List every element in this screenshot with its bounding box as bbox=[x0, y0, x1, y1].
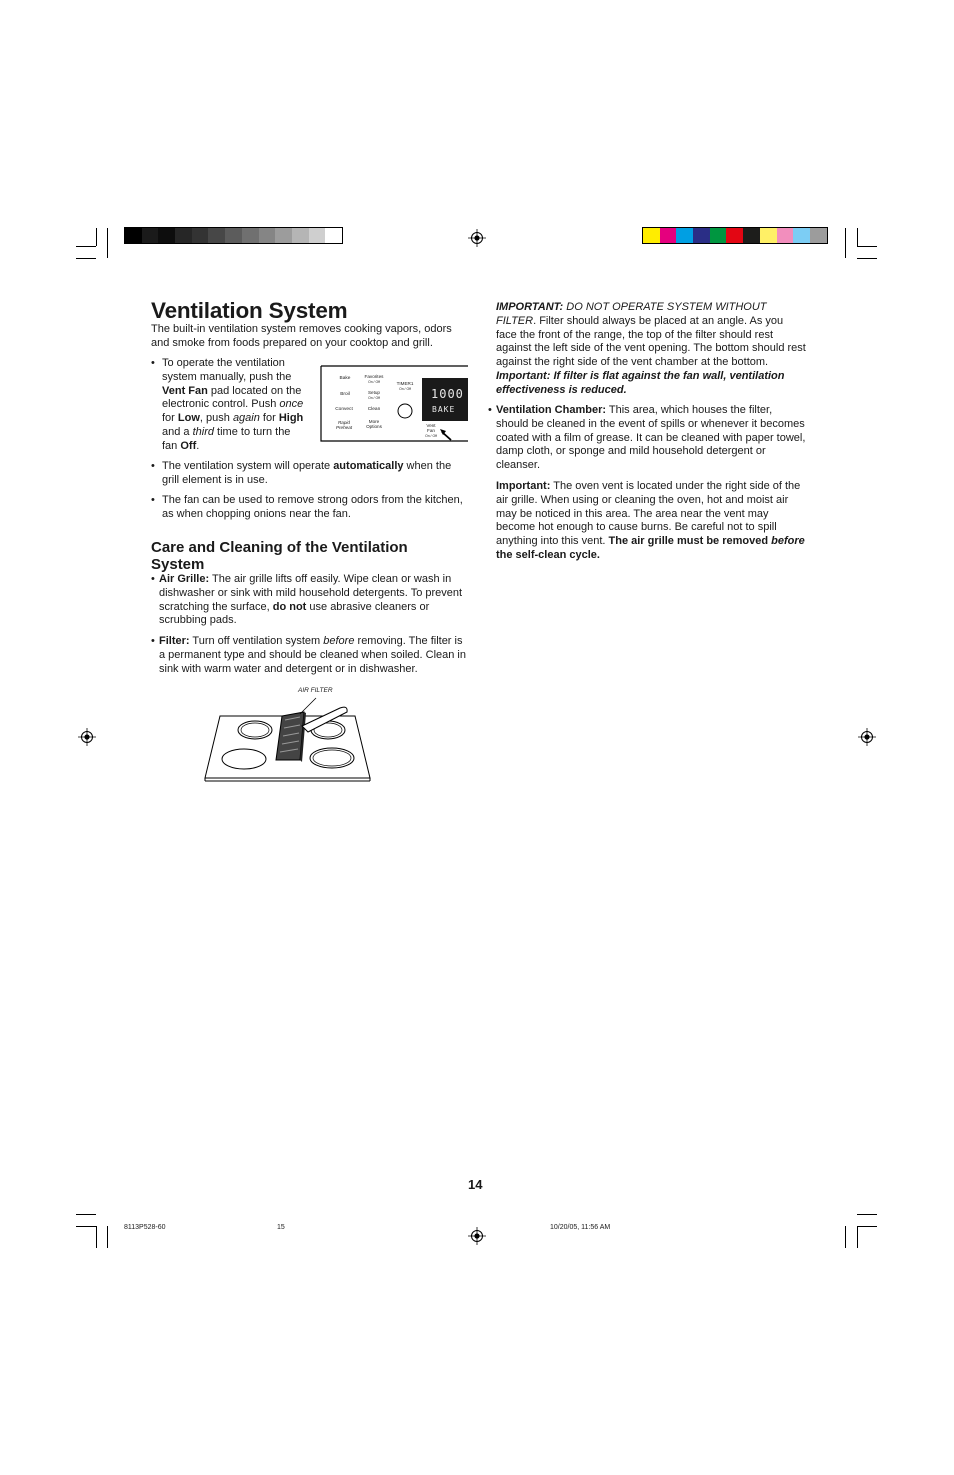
rapid-preheat-key: Rapid Preheat bbox=[335, 420, 353, 430]
bullet-text: use abrasive cleaners or scrubbing pads. bbox=[159, 600, 430, 627]
list-item: • Ventilation Chamber: This area, which houses the filter, should be cleaned in the event of spills or whenever it becomes coated with a film of grease. It can be cleaned with paper towel, damp cloth, or sponge and mild household detergent or cleanser. bbox=[488, 404, 806, 472]
crop-mark bbox=[845, 1226, 846, 1248]
do-not-term: do not bbox=[272, 600, 307, 613]
color-swatch bbox=[309, 228, 326, 243]
color-swatch bbox=[760, 228, 777, 243]
crop-mark bbox=[857, 1226, 858, 1248]
color-swatch bbox=[259, 228, 276, 243]
crop-mark bbox=[857, 1226, 877, 1227]
footer-timestamp: 10/20/05, 11:56 AM bbox=[550, 1224, 611, 1231]
bullet-text: pad located on the bbox=[207, 384, 302, 397]
warning-text: DO NOT OPERATE SYSTEM WITHOUT FILTER bbox=[496, 301, 767, 327]
list-item: • The fan can be used to remove strong odors from the kitchen, as when chopping onions near the fan. bbox=[151, 494, 469, 522]
bullet-text: . bbox=[196, 439, 200, 452]
once-term: once bbox=[279, 398, 304, 411]
setup-key: Setup On / Off bbox=[367, 390, 380, 400]
bullet-text: for bbox=[162, 412, 178, 425]
bullet-text: This area, which houses the filter, should be cleaned in the event of spills or whenever it becomes coated with a film of grease. It can be cleaned with paper towel, damp cloth, or sponge and mild household detergent or cleanser. bbox=[496, 404, 806, 472]
crop-mark bbox=[96, 1226, 97, 1248]
timer-key: TIMER1 On / Off bbox=[396, 381, 414, 391]
crop-mark bbox=[845, 228, 846, 258]
color-swatch bbox=[643, 228, 660, 243]
clean-key: Clean bbox=[367, 407, 381, 412]
section-heading: Care and Cleaning of the Ventilation System bbox=[151, 539, 408, 573]
again-term: again bbox=[232, 412, 260, 425]
air-filter-caption: AIR FILTER bbox=[298, 687, 333, 694]
crop-mark bbox=[857, 258, 877, 259]
footer-job-id: 8113P528-60 bbox=[124, 1224, 166, 1231]
before-term: before bbox=[323, 635, 355, 647]
bullet-text: removing. The filter is a permanent type and should be cleaned when soiled. Clean in sink with warm water and detergent or in dishwasher. bbox=[159, 635, 466, 675]
more-options-key: More Options bbox=[366, 419, 382, 429]
important-paragraph bbox=[496, 301, 806, 398]
color-swatch bbox=[125, 228, 142, 243]
list-item: • Filter: Turn off ventilation system before removing. The filter is a permanent type and should be cleaned when soiled. Clean in sink with warm water and detergent or in dishwasher. bbox=[151, 635, 466, 675]
crop-mark bbox=[76, 1226, 96, 1227]
filter-label: Filter: bbox=[159, 635, 190, 647]
favorites-key: Favorites On / Off bbox=[364, 374, 384, 384]
air-grille-label: Air Grille: bbox=[159, 573, 210, 585]
oven-vent-paragraph bbox=[496, 480, 806, 563]
color-swatch bbox=[142, 228, 159, 243]
color-swatch bbox=[777, 228, 794, 243]
color-calibration-bar bbox=[642, 227, 828, 244]
color-swatch bbox=[693, 228, 710, 243]
page-number: 14 bbox=[468, 1177, 483, 1192]
intro-paragraph bbox=[151, 323, 469, 351]
high-term: High bbox=[278, 412, 304, 425]
color-swatch bbox=[242, 228, 259, 243]
bullet-text: , push bbox=[199, 412, 233, 425]
bullet-text: time to turn the bbox=[214, 425, 291, 438]
color-swatch bbox=[275, 228, 292, 243]
page-title: Ventilation System bbox=[151, 298, 348, 323]
bullet-text: The fan can be used to remove strong odors from the kitchen, as when chopping onions near the fan. bbox=[162, 494, 463, 520]
color-swatch bbox=[793, 228, 810, 243]
crop-mark bbox=[857, 228, 858, 246]
air-filter-illustration bbox=[200, 686, 375, 784]
color-swatch bbox=[292, 228, 309, 243]
paragraph-text: . Filter should always be placed at an angle. As you face the front of the range, the top of the filter should rest against the left side of the vent opening. The bottom should rest against the right side of the vent chamber at the bottom. bbox=[496, 314, 806, 369]
color-swatch bbox=[743, 228, 760, 243]
registration-mark-icon bbox=[468, 1227, 486, 1245]
color-swatch bbox=[810, 228, 827, 243]
display-mode: BAKE bbox=[432, 405, 456, 414]
bullet-text: Turn off ventilation system bbox=[189, 635, 324, 647]
color-swatch bbox=[192, 228, 209, 243]
list-item: • To operate the ventilation system manually, push the Vent Fan pad located on the electronic control. Push once for Low, push again for High and a third time to turn the fan Off. bbox=[151, 357, 304, 452]
registration-mark-icon bbox=[78, 728, 96, 746]
automatically-term: automatically bbox=[333, 460, 404, 472]
control-panel-illustration bbox=[320, 364, 468, 444]
color-swatch bbox=[158, 228, 175, 243]
color-swatch bbox=[225, 228, 242, 243]
display-readout: 1000 bbox=[431, 387, 464, 401]
color-swatch bbox=[726, 228, 743, 243]
paragraph-text: The oven vent is located under the right side of the air grille. When using or cleaning the oven, hot and moist air may be noticed in this area. The area near the vent may become hot enough to cause burns. Be careful not to spill anything into this vent. bbox=[496, 480, 801, 548]
bullet-text: To operate the ventilation bbox=[162, 357, 285, 369]
bullet-text: fan bbox=[162, 439, 181, 452]
ventilation-chamber-label: Ventilation Chamber: bbox=[496, 404, 607, 416]
warning-text: the self-clean cycle. bbox=[496, 548, 600, 561]
color-swatch bbox=[175, 228, 192, 243]
crop-mark bbox=[107, 1226, 108, 1248]
registration-mark-icon bbox=[858, 728, 876, 746]
bullet-text: when the grill element is in use. bbox=[162, 460, 452, 486]
crop-mark bbox=[76, 258, 96, 259]
bullet-text: system manually, push the bbox=[162, 370, 292, 383]
broil-key: Broil bbox=[340, 392, 350, 397]
color-swatch bbox=[325, 228, 342, 243]
bullet-text: for bbox=[259, 412, 279, 425]
crop-mark bbox=[76, 1214, 96, 1215]
convect-key: Convect bbox=[335, 407, 353, 412]
intro-text: The built-in ventilation system removes cooking vapors, odors and smoke from foods prepared on your cooktop and grill. bbox=[151, 323, 452, 349]
warning-text: The air grille must be removed bbox=[608, 535, 772, 548]
crop-mark bbox=[107, 228, 108, 258]
registration-mark-icon bbox=[468, 229, 486, 247]
list-item: • The ventilation system will operate automatically when the grill element is in use. bbox=[151, 460, 452, 486]
important-note: Important: If filter is flat against the fan wall, ventilation effectiveness is reduced. bbox=[496, 369, 785, 396]
important-label: IMPORTANT: bbox=[496, 301, 564, 313]
footer-page: 15 bbox=[277, 1224, 285, 1231]
vent-fan-term: Vent Fan bbox=[162, 384, 208, 397]
off-term: Off bbox=[180, 439, 197, 452]
grayscale-calibration-bar bbox=[124, 227, 343, 244]
crop-mark bbox=[857, 1214, 877, 1215]
vent-fan-key[interactable]: Vent Fan On / Off bbox=[425, 423, 437, 438]
bullet-text: electronic control. Push bbox=[162, 398, 280, 411]
low-term: Low bbox=[177, 412, 200, 425]
color-swatch bbox=[710, 228, 727, 243]
color-swatch bbox=[660, 228, 677, 243]
crop-mark bbox=[857, 246, 877, 247]
list-item: • Air Grille: The air grille lifts off easily. Wipe clean or wash in dishwasher or sink with mild household detergents. To prevent scratching the surface, do not use abrasive cleaners or scrubbing pads. bbox=[151, 573, 463, 627]
third-term: third bbox=[192, 425, 214, 438]
bullet-text: The ventilation system will operate bbox=[162, 460, 334, 472]
before-term: before bbox=[771, 535, 805, 548]
bake-key: Bake bbox=[339, 376, 351, 381]
important-label: Important: bbox=[496, 480, 551, 492]
crop-mark bbox=[96, 228, 97, 246]
bullet-text: and a bbox=[162, 425, 193, 438]
color-swatch bbox=[676, 228, 693, 243]
bullet-text: The air grille lifts off easily. Wipe clean or wash in dishwasher or sink with mild household detergents. To prevent scratching the surface, bbox=[159, 573, 463, 613]
crop-mark bbox=[76, 246, 96, 247]
color-swatch bbox=[208, 228, 225, 243]
